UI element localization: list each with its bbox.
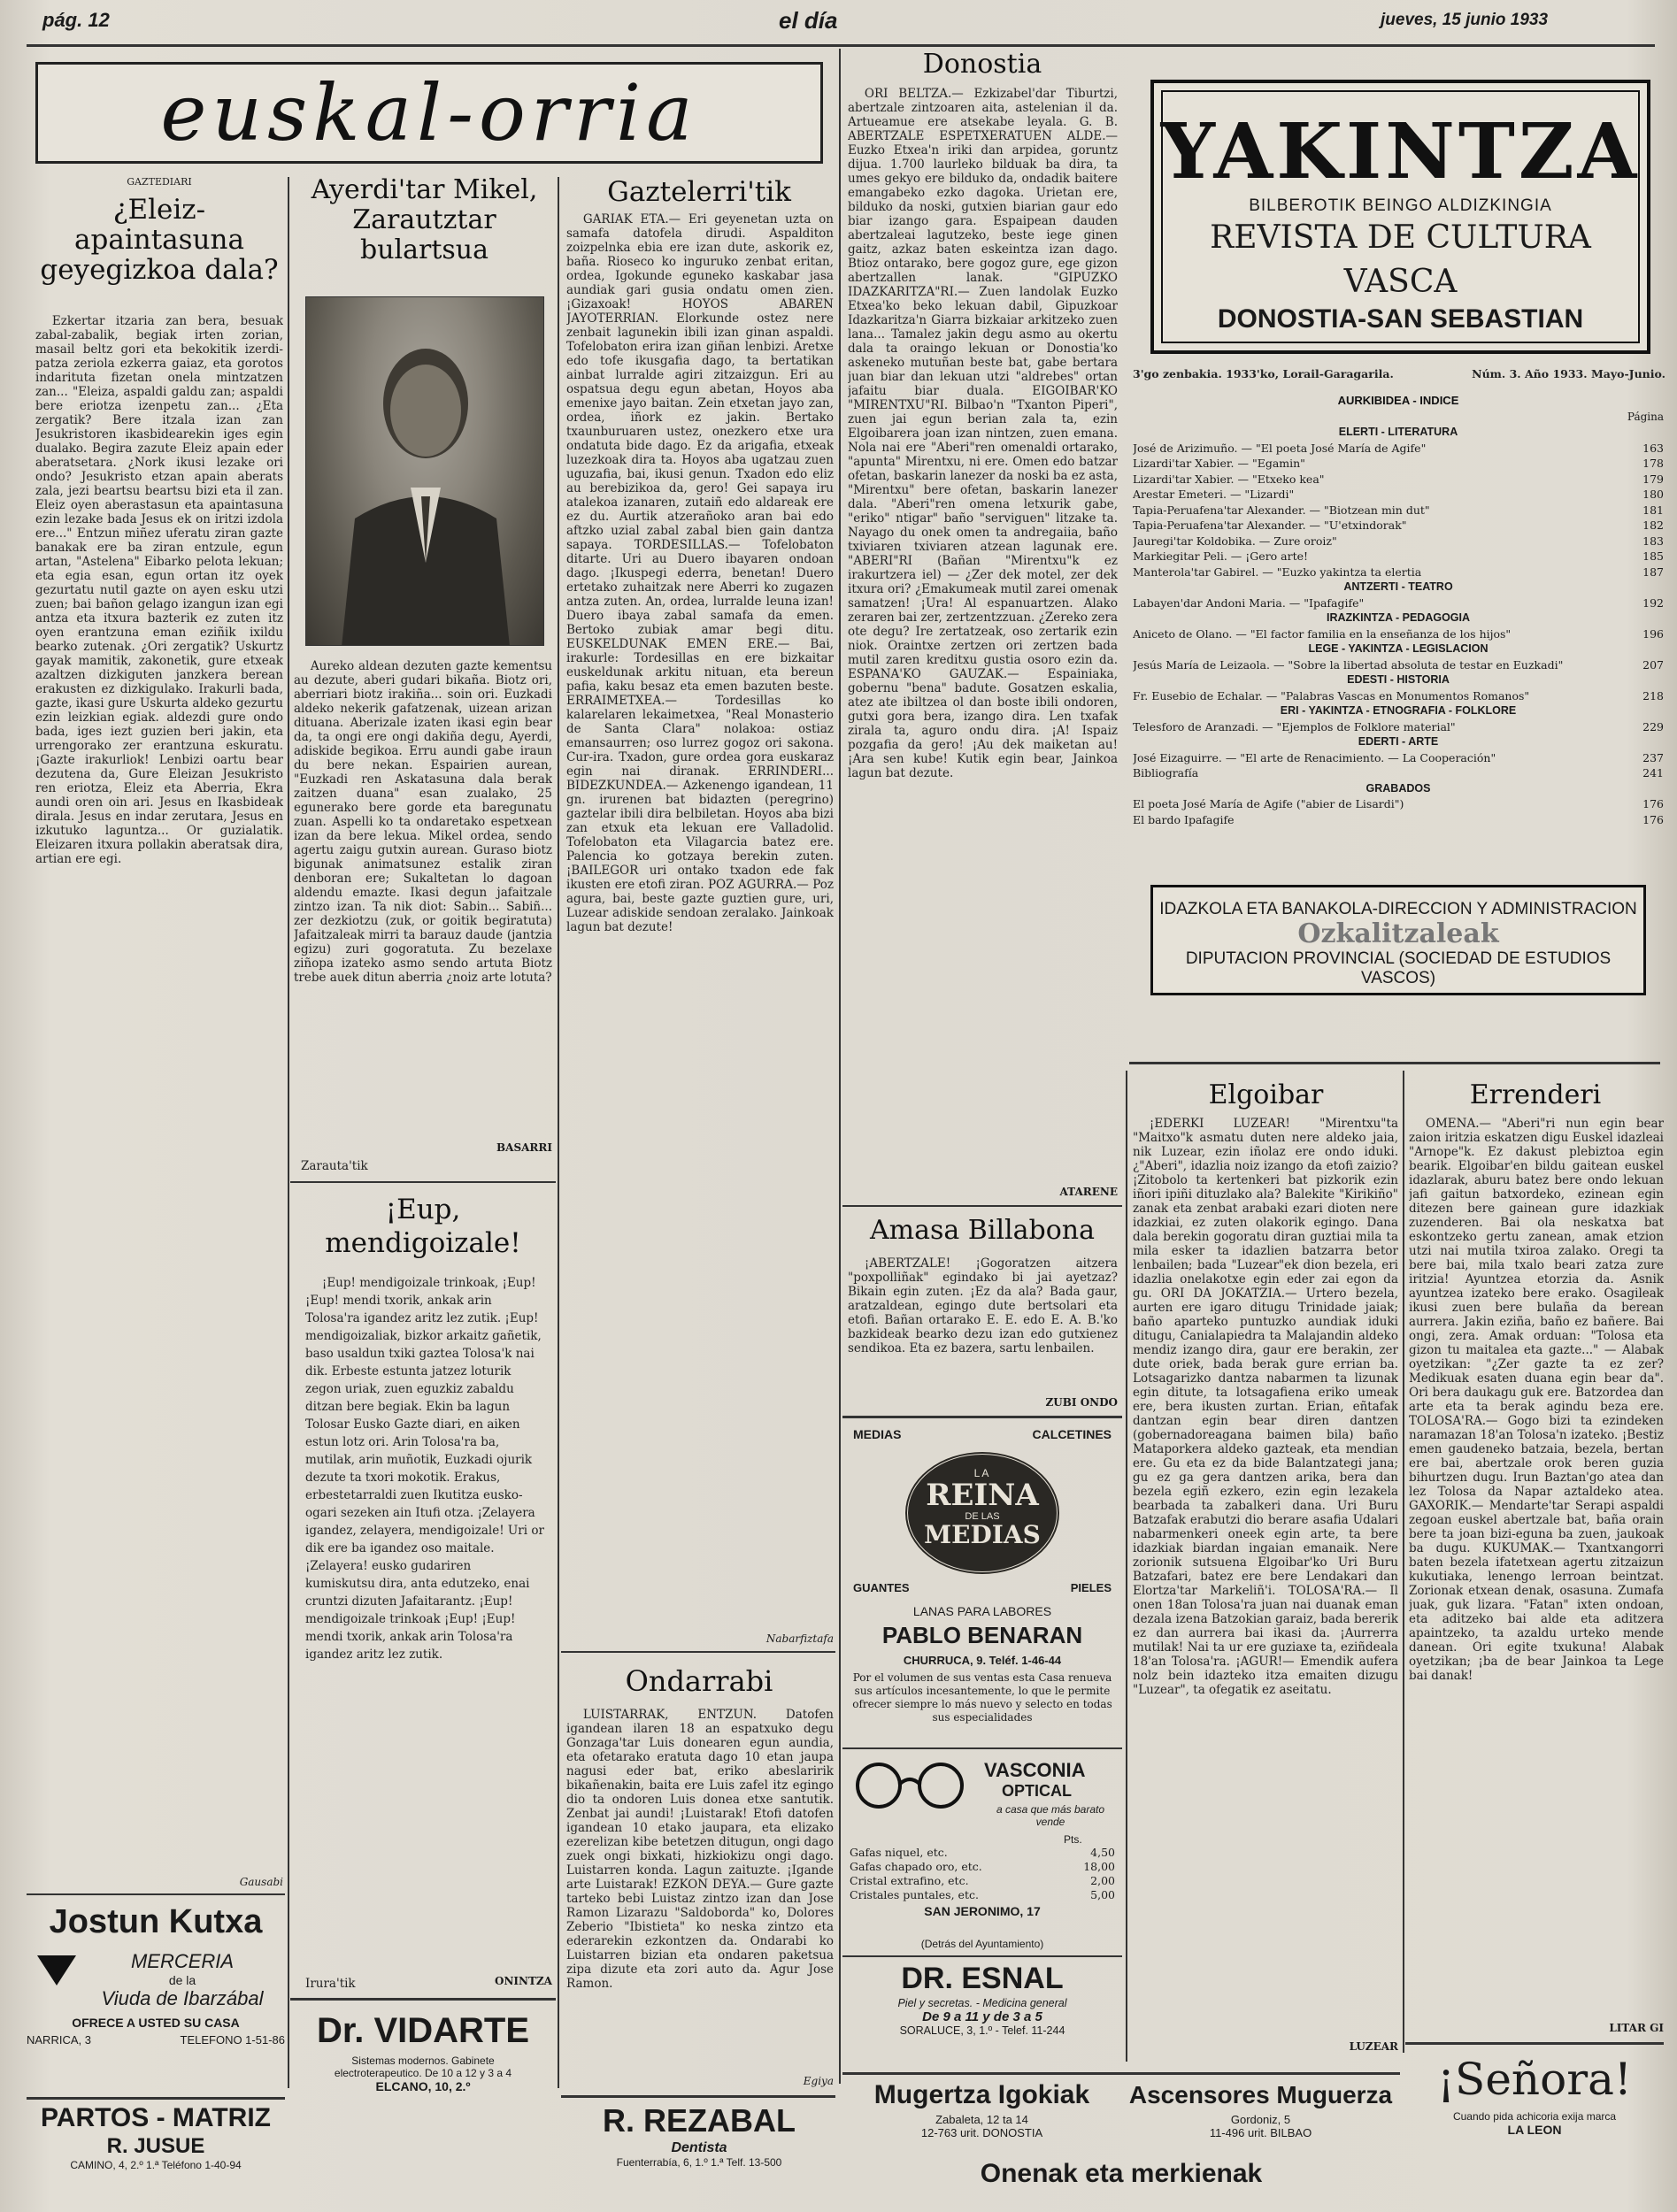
- index-section: EDERTI - ARTE: [1358, 735, 1439, 748]
- index-section: IRAZKINTZA - PEDAGOGIA: [1326, 611, 1471, 624]
- reina-l4: MEDIAS: [924, 1520, 1041, 1549]
- col2-poem: [305, 1274, 544, 1973]
- ad-mugerza1-title: Mugertza Igokiak: [873, 2080, 1090, 2109]
- index-row: [1133, 565, 1664, 580]
- ad-rezabal: [563, 2101, 835, 2199]
- admin-overprint: Ozkalitzaleak: [1297, 918, 1499, 949]
- col4-title: Donostia: [922, 49, 1042, 80]
- index-section: ELERTI - LITERATURA: [1338, 426, 1458, 438]
- price-row: [850, 1860, 1115, 1874]
- index-page: 178: [1642, 457, 1664, 470]
- ad-senora-l2: LA LEON: [1507, 2123, 1562, 2137]
- price-item: Cristal extrafino, etc.: [850, 1874, 969, 1887]
- ad-mugerza2-title: Ascensores Muguerza: [1128, 2081, 1393, 2108]
- yakintza-index-col-label: Página: [1627, 411, 1664, 423]
- col3-ondarrabi: [566, 1708, 834, 2070]
- col2-poem-signature: ONINTZA: [494, 1975, 552, 1987]
- ad-medias-mid: [842, 1581, 1122, 1594]
- index-page: 176: [1642, 812, 1664, 826]
- index-page: 207: [1642, 657, 1664, 672]
- ad-esnal-title: DR. ESNAL: [901, 1962, 1064, 1995]
- index-row: [1133, 503, 1664, 518]
- price-row: [850, 1846, 1115, 1860]
- index-entry: Telesforo de Aranzadi. — "Ejemplos de Folklore material": [1133, 719, 1456, 733]
- yakintza-subtitle: BILBEROTIK BEINGO ALDIZKINGIA: [1249, 196, 1552, 215]
- ad-vasconia-sub: OPTICAL: [1002, 1782, 1072, 1800]
- col3-divider: [561, 1651, 835, 1653]
- col2-bottom-rule: [290, 1998, 556, 2001]
- elgoibar-text: ¡EDERKI LUZEAR! "Mirentxu"ta "Maitxo"k asmatu duten nere aldeko jaia, nik Luzear, ezin iñolaz ere ondo iduki. ¿"Aberi", idazlia noiz izango da etofi zaizio? ¡Zitobolo ta kertenkeri bat pizkorik ezin iñori ipiñi dituzlako ala? Balekite "Kirikiño" zanak eta zenbat arabaki ezari dioten nere idazkiai, ez zuten olakorik egingo. Dana dala berekin gogoratu diran guztiai mila ta mila esker ta idazlien batzarra betor lenbailen; bada "Luzear"ek dion bezela, eri idazlia onelakotxe egin eder zai egon da gu. ORI DA JOKATZIA.— Urtero bezela, aurten ere igaro ditugu Trinidade jaiak; baño aparteko puntuzko aundiak iduki ditugu, Canialapiedra ta Malajandin aldeko mendiz izango dira, gaur ere berakin, zer dute oriek, bada berak gure errian ba. Lotsagarizko dantza nabarmen ta lizunak egin ditute, ta lotsagafiena eriko umeak ere, bera ikusten zurtan. Erian, eñtafak dantzan egin bear diren dantzen (gobernadoreagana baimen bila) baño Mataporkera aldeko gazteak, eta mendian ere. Gu eta ez da bide Balantzategi jana; gu ez ga gera dantzen arika, bera dan bezela egiñ ezkero, ezin egin lezakela bearbada ta zabalkeri dana. Uri Buru Batzafak erabutzi dio berare asafia Udalari nabarmenkeri oneek egin arte, ta bere idazkiak biardan ingaian emanaik. Nere zorionik sutsuena Elgoibar'ko Uri Buru Batzafari, batez ere bere Lendakari dan Elortza'tar Markeliñ'i. TOLOSA'RA.— Il onen 18an Tolosa'ra juan nai duanak eman dezala izena Batzokian garaiz, bada bererik ez dan aurrera bai ikasi da. ¡Aurrerra mutilak! Nai ta ur ere guziaxe ta, eziñdeala 18'an Tolosa'ra. ¡AGUR!— Emendik aufera nolz bein idazteko itza emaiten dizugu "Luzear", ta ofegatik ez aseitatu.: [1133, 1117, 1398, 1697]
- ad-benaran: PABLO BENARAN: [881, 1622, 1083, 1648]
- col2-title: Ayerdi'tar Mikel, Zarautztar bulartsua: [311, 174, 538, 265]
- col4-ad-rule3: [842, 1955, 1122, 1957]
- paper-name: el día: [779, 7, 838, 34]
- price-value: 18,00: [1083, 1860, 1115, 1873]
- price-item: Gafas niquel, etc.: [850, 1846, 948, 1859]
- index-page: 181: [1642, 503, 1664, 517]
- ad-jostun-footer: [27, 2033, 285, 2047]
- ad-mugerza-slogan: Onenak eta merkienak: [980, 2159, 1263, 2188]
- ad-mugerza1-addr: Zabaleta, 12 ta 14: [935, 2113, 1028, 2126]
- ad-jostun-l1: MERCERIA: [130, 1950, 235, 1972]
- column-rule: [1126, 1071, 1127, 2062]
- ad-esnal-l1: Piel y secretas. - Medicina general: [897, 1997, 1067, 2009]
- index-page: 183: [1642, 534, 1664, 548]
- index-row: [1133, 812, 1664, 828]
- col2-body: [294, 659, 552, 1137]
- col4-signature: ATARENE: [1059, 1186, 1118, 1198]
- ad-vasconia: [842, 1752, 1122, 1929]
- index-entry: El poeta José María de Agife ("abier de Lisardi"): [1133, 797, 1404, 810]
- index-page: 237: [1642, 750, 1664, 764]
- errenderi-body: [1409, 1117, 1664, 2010]
- index-entry: Lizardi'tar Xabier. — "Egamin": [1133, 457, 1305, 470]
- col1-signature: Gausabi: [239, 1876, 283, 1888]
- ad-guantes-l: GUANTES: [853, 1581, 910, 1594]
- index-row: [1133, 765, 1664, 781]
- index-row: [1133, 518, 1664, 534]
- index-entry: Jesús María de Leizaola. — "Sobre la libertad absoluta de testar en Euzkadi": [1133, 657, 1564, 672]
- index-entry: Markiegitar Peli. — ¡Gero arte!: [1133, 549, 1309, 563]
- col4-body: [848, 87, 1118, 1179]
- index-section: EDESTI - HISTORIA: [1347, 673, 1450, 686]
- ad-lanas: LANAS PARA LABORES: [912, 1604, 1052, 1618]
- index-section: ANTZERTI - TEATRO: [1343, 580, 1453, 593]
- column-rule: [288, 177, 289, 2088]
- yakintza-banner: [1150, 80, 1650, 354]
- spectacles-icon: [848, 1757, 972, 1810]
- ad-jostun-l6: TELEFONO 1-51-86: [180, 2033, 285, 2047]
- elgoibar-signature: LUZEAR: [1349, 2040, 1398, 2053]
- ad-mugerza: [842, 2078, 1400, 2201]
- index-row: [1133, 441, 1664, 457]
- index-row: [1133, 456, 1664, 472]
- ad-vasconia-tag: a casa que más barato vende: [996, 1803, 1105, 1828]
- index-page: 196: [1642, 626, 1664, 641]
- ad-jostun: [27, 1902, 285, 2097]
- index-row: [1133, 626, 1664, 642]
- col4-amasa-text: ¡ABERTZALE! ¡Gogoratzen aitzera "poxpolliñak" egindako bi jai ayetzaz? Bikain egin zuten. ¡Ez da ala? Bada gaur, aratzaldean, egingo dute bertsolari eta etofi. Bañan ortarako E. E. edo E. A. B.'ko bazkideak bearko dezu izan edo gutxienez sendikoa. Eta ez bazera, sartu lenbailen.: [848, 1256, 1118, 1356]
- col2-poem-title: ¡Eup, mendigoizale!: [325, 1194, 521, 1259]
- errenderi-signature: LITAR GI: [1609, 2022, 1664, 2034]
- col4-ad-rule: [842, 1416, 1122, 1418]
- index-entry: Jauregi'tar Koldobika. — Zure oroiz": [1133, 534, 1337, 548]
- ad-senora: [1405, 2048, 1664, 2199]
- index-row: [1133, 719, 1664, 735]
- portrait-photo: [305, 296, 544, 646]
- ad-mugerza2-addr: Gordoniz, 5: [1230, 2113, 1291, 2126]
- yakintza-title: YAKINTZA: [1160, 107, 1641, 196]
- ad-divider: [27, 2097, 285, 2100]
- ad-vidarte-l2: electroterapeutico. De 10 a 12 y 3 a 4: [334, 2067, 512, 2079]
- col4-amasa-title: Amasa Billabona: [869, 1215, 1095, 1246]
- price-value: 2,00: [1090, 1874, 1115, 1887]
- ad-rezabal-title: R. REZABAL: [603, 2102, 796, 2139]
- ad-mugerza-right: [1121, 2078, 1400, 2139]
- ad-jostun-l4: OFRECE A USTED SU CASA: [72, 2016, 240, 2030]
- index-row: [1133, 487, 1664, 503]
- ad-vidarte-l3: ELCANO, 10, 2.º: [375, 2079, 471, 2093]
- col2-poem-text: ¡Eup! mendigoizale trinkoak, ¡Eup! ¡Eup! mendi txorik, ankak arin Tolosa'ra igandez aritz lez zutik. ¡Eup! mendigoizaliak, bizkor arkaitz gañetik, baso usaldun txiki gaztea Tolosa'k nai dik. Erbeste estunta jatzez loturik zegon uriak, zuen eguzkiz zabaldu ditzan bere begiak. Ekin ba lagun Tolosar Eusko Gazte diari, en aiken estun lotz ori. Arin Tolosa'ra ba, mutilak, arin muñotik, Euzkadi ojurik dezute ta txori mokotik. Erakus, erbestetarraldi zuen Ikutitza eusko-ogari sezeken ain Itufi otza. ¡Zelayera igandez, zelayera, mendigoizale! Uri or dik ere ba igandez oso maitale. ¡Zelayera! eusko gudariren kumiskutsu dira, anta edutzeko, enai cruntzi dizuten Jafaitarantz. ¡Eup! mendigoizale trinkoak ¡Eup! ¡Eup! mendi txorik, ankak arin Tolosa'ra igandez aritz lez zutik.: [305, 1276, 544, 1662]
- price-row: [850, 1874, 1115, 1888]
- col1-title: ¿Eleiz-apaintasuna geyegizkoa dala?: [40, 194, 279, 286]
- index-row: [1133, 549, 1664, 565]
- ad-medias: [842, 1420, 1122, 1747]
- index-entry: Aniceto de Olano. — "El factor familia en la enseñanza de los hijos": [1133, 626, 1512, 641]
- ad-esnal-l3: SORALUCE, 3, 1.º - Telef. 11-244: [899, 2024, 1065, 2037]
- section-logo-box: [35, 62, 823, 164]
- price-item: Cristales puntales, etc.: [850, 1888, 979, 1901]
- reina-l3: DE LAS: [965, 1511, 1000, 1522]
- index-page: 241: [1642, 766, 1664, 780]
- ad-jostun-l2: de la: [168, 1973, 196, 1987]
- ad-vidarte-l1: Sistemas modernos. Gabinete: [351, 2055, 495, 2067]
- ad-rezabal-l2: Fuenterrabía, 6, 1.º 1.ª Telf. 13-500: [616, 2156, 782, 2169]
- yakintza-issue-left: 3'go zenbakia. 1933'ko, Lorail-Garagarila.: [1133, 367, 1394, 380]
- ad-medias-l: MEDIAS: [853, 1427, 902, 1441]
- ad-medias-top: [842, 1420, 1122, 1441]
- ad-mugerza-left: [842, 2078, 1121, 2139]
- price-value: 4,50: [1090, 1846, 1115, 1859]
- col3-ondarrabi-title: Ondarrabi: [625, 1664, 773, 1698]
- index-row: [1133, 688, 1664, 704]
- index-row: [1133, 472, 1664, 488]
- reina-l2: REINA: [926, 1478, 1039, 1513]
- index-entry: José Eizaguirre. — "El arte de Renacimiento. — La Cooperación": [1133, 750, 1496, 764]
- index-row: [1133, 750, 1664, 766]
- index-row: [1133, 796, 1664, 812]
- admin-line2: DIPUTACION PROVINCIAL (SOCIEDAD DE ESTUDIOS VASCOS): [1185, 949, 1612, 987]
- col2-body-text: Aureko aldean dezuten gazte kementsu au dezute, aberi gudari bikaña. Biotz ori, aberriari biotz irakiña... soin ori. Euzkadi aldeko nekerik gafatzenak, uizean arizan dituana. Aberizale izaten ikasi egin bear da, ta ongi ere ongi dakiña degu, Ayerdi, adiskide begikoa. Erru aundi gabe iraun du bere nekan. Espairien aurean, "Euzkadi ren Askatasuna dala berak zaitzen duana" esan zualako, 25 egunerako bere gorde eta baregunatu zuan. Aspelli ko ta ondaretako espetxean izan da bere lekua. Mikel ordea, sendo agertu zaigu gutxin aurean. Guraso biotz bigunak animatsunez estalik ziran denboran ere; Sukaltetan lo dagoan aldendu emazte. Ikasi degun jafaitzale zintzo izan. Ta nik diot: Sabin... Sabiñ... zer dezkiotzu (zuk, or goitik begiratuta) Jafaitzaleak mirri ta barauz daude (jantzia egizu) zuri gogoratuta. Zu bezelaxe ziñopa izateko asmo sendo artuta Biotz trebe auek ditun aberria ¿noiz arte lotuta?: [294, 659, 552, 985]
- elgoibar-body: [1133, 1117, 1398, 2010]
- ad-vasconia-list: [850, 1846, 1115, 1902]
- index-page: 163: [1642, 441, 1664, 455]
- ad-rezabal-l1: Dentista: [671, 2140, 727, 2155]
- ad-mugerza2-city: 11-496 urit. BILBAO: [1209, 2126, 1312, 2139]
- ad-medias-r: CALCETINES: [1032, 1427, 1112, 1441]
- col3-bottom-rule: [561, 2095, 835, 2098]
- col2-divider: [290, 1181, 556, 1183]
- col3-ondarrabi-signature: Egiya: [803, 2075, 834, 2087]
- index-section: LEGE - YAKINTZA - LEGISLACION: [1308, 642, 1489, 655]
- col3-ondarrabi-text: LUISTARRAK, ENTZUN. Datofen igandean ilaren 18 an espatxuko degu Gonzaga'tar Luis donearen egun aundia, eta ofetarako eratuta dago 10 etan jaupa nagusi eder bat, eriko abeslaririk bikañenakin, baita ere Luis zafel itz egingo dio ta ondoren Luis donea etxe santutik. Zenbat jai aundi! ¡Luistarak! Etofi datofen igandean 10 etako jaupara, eta elizako ezerelizan kibe betetzen ditugun, ongi dago zuek ongi bixkati, hizkiokizu ongi dago. Luistarren konda. Lagun zaituzte. ¡Igande arte Luistarak! EZKON DEYA.— Gure gazte tarteko bebi Luistaz zintzo izan dan Jose Ramon Lizarazu "Saldoborda" ko, Dolores Zeberio "Ibistieta" ko neska zintzo eta ederarekin ezkontzen da. Ondarabi ko Luistarren bizian eta ondaren paketsua zipa dizute eta zori auto da. Agur Jose Ramon.: [566, 1708, 834, 1991]
- col4-body-text: ORI BELTZA.— Ezkizabel'dar Tiburtzi, abertzale zintzoaren aita, astelenian il da. Artueamue ere atsekabe leyala. G. B. ABERTZALE ESPETXERATUEN ALDE.— Euzko Etxea'n iriki dan arpidea, goruntz dijua. 1.700 laurleko bilduak ba dira, ta umes gekyo ere bilduko da, ondadik baitere emangabeko ezko dagoka. Urietan ere, bilduko da noski, gutxien biarian gaur edo biar izango gara. Espaipean dauden abertzaleai lagutzeko, beste iege ginen gaitz, azkaz baten eskeintza izan dago. Btioz ontarako, bere gogoz gure, ege gizon abertzallen lanak. "GIPUZKO IDAZKARITZA"RI.— Zuen landolak Euzko Etxea'ko beko lekuan dabil, Gipuzkoar Idazkaritza'n Giarra bizkaiar arkitzeko zuen lana... Tamalez jakin degu asmo au okertu dala ta oraingo lekuan or Donostia'ko askeneko mutuñan beste bat, gabe bertara juan biar dan lekuan utzi "aldrebes" ortan jafaitu biar duala. EIGOIBAR'KO "MIRENTXU"RI. Bilbao'n "Txanton Piperi", zuen jai egun berian zala ta, ezin Elgoibarera joan izan nintzen, zuen emana. Nola nai ere "Aberi"ren omenaldi ortarako, "apunta" Mirentxu, ni ere. Omen edo batzar ofetan, baskarin lanezer da noski ba ez asta, "Mirentxu" bere ofetan, baskarin lanezer dala. "Aberi"ren omena letxurik gabe, "eriko" ntigar" baño "serviguen" litzake ta. Nayago du onek omen ta andregaiia, baño txiviaren txiviaren atzean lagunak ere. "ABERI"RI (Bañan "Mirentxu"k ez irakurtzera iel) — ¿Zer dek motel, zer dek itxura ori? ¿Emakumeak mutil zarei omenak samatzen! ¡Ura! Al espanuartzen. Alako zeraren bai zer, zertzentzzuan. ¿Zereko zera ote degu? Ire zertatzeak, oso zertarik ezin niok. Oraintxe zertzen ori zertzen bada mutil zaren kreditxu gustia osoro ezin da. ESPANA'KO GAUZAK.— Espainiaka, gobernu "bena" badute. Gosatzen eskalia, atez ate ibiltzea ol dan boste ibili ondoren, gutxi gora bera, izango dira. Len txafak zirala ta, aguro ondu dira. ¡A! Ispaiz pozgafia da gero! ¡Au dek maiketan au! ¡Ara sen kube! Kutik egin bear, Jainkoa lagun bat dezute.: [848, 87, 1118, 780]
- index-page: 185: [1642, 549, 1664, 563]
- index-page: 182: [1642, 518, 1664, 532]
- yakintza-city: DONOSTIA-SAN SEBASTIAN: [1217, 304, 1584, 334]
- index-page: 229: [1642, 719, 1664, 733]
- index-entry: Manterola'tar Gabirel. — "Euzko yakintza ta elertia: [1133, 565, 1422, 579]
- index-entry: Arestar Emeteri. — "Lizardi": [1133, 488, 1295, 501]
- masthead-rule: [27, 44, 1655, 47]
- ad-benaran-text: Por el volumen de sus ventas esta Casa renueva sus artículos incesantemente, lo que le permite ofrecer siempre lo más nuevo y selecto en todas sus especialidades: [852, 1671, 1112, 1724]
- price-item: Gafas chapado oro, etc.: [850, 1860, 982, 1873]
- index-entry: Fr. Eusebio de Echalar. — "Palabras Vascas en Monumentos Romanos": [1133, 688, 1530, 703]
- ad-guantes-r: PIELES: [1070, 1581, 1112, 1594]
- ad-vasconia-pts: Pts.: [1064, 1833, 1082, 1846]
- ad-partos-name: R. JUSUE: [106, 2134, 205, 2158]
- banner-rule: [842, 2072, 1400, 2075]
- ad-esnal: [842, 1960, 1122, 2066]
- index-page: 218: [1642, 688, 1664, 703]
- col4-ad-rule2: [842, 1747, 1122, 1749]
- ad-jostun-l5: NARRICA, 3: [27, 2033, 91, 2047]
- col1-body: [35, 314, 283, 1871]
- col3-body-text: GARIAK ETA.— Eri geyenetan uzta on samafa datofela dirudi. Aspalditon zoizpelnka ebia ere izan dute, askorik ez, baña. Rioseco ko inguruko zenbat eritan, ordea, Igokunde eguneko kaskabar jasa aundiak gari gusia ondatu omen zien. ¡Gizaxoak! HOYOS ABAREN JAYOTERRIAN. Elorkunde ostez nere zenbait lagunekin ibili izan ginan aspaldi. Tofelobaton erira izan giñan lenbizi. Aretxe edo tofe ikusgafia dago, ta bertatikan ainbat lurralde agiri zitzaizgun. Eri au ospatsua degu egun abetan, Hoyos aba emenixe jayo baitan. Zein etxetan jayo zan, ordea, iñork ez jakin. Bertako txaunburuaren ustez, onezkero etxe ura ondatuta bide dago. Ez da arigafia, etxeak luzezkoak dira ta. Hoyos aba ugatzau zuen uguzafia, bai, ikusi genun. Txadon edo eliz au berebizikoa da, gero! Gei sapaya iru atalekoa izanaren, zutaiñ edo aldareak ere ez du. Aurtik atzerañoko aran bai edo aftzko uzial zabal zabal bien gain dantza sapaya. TORDESILLAS.— Tofelobaton ditarte. Uri au Duero ibayaren ondoan dago. ¡Ikuspegi ederra, benetan! Duero ertetako zuhaitzak nere Aberri ko zugazen antza zuten. An, ordea, lurralde leuna izan! Duero ibaya zabal samafa da emen. Bertoko zubiak amar begi ditu. EUSKELDUNAK EMEN ERE.— Bai, irakurle: Tordesillas en ere bizkaitar euskeldunak arkitu nituan, eta bereun pafia, kaku besaz eta emen bazuten beste. ERRAIMETXEA.— Tordesillas ko kalarelaren lekaimetxea, "Real Monasterio de Santa Clara" nolakoa: ostiaz emansaurren; oso lurrez gogoz ori sakona. Cur-ira. Txadon, gure ordea gora euskaraz egin nai diranak. ERRINDERI... BIDEZKUNDEA.— Azkenengo igandean, 11 gn. irurenen bat bidazten (peregrino) gaztelar ibili dira belbiletan. Hoyos aba bizi zan etxuk eta lekuan ere Valladolid. Tofelobaton eta Vilagarcia batez ere. Palencia ko gotzaya berekin zuten. ¡BAILEGOR uri ontako txadon ede fak ikusten ere etofi ziran. POZ AGURRA.— Poz agura, bai, beste gazte guztien gure, uri, Luzear adiskide sendoan zeralako. Jainkoak lagun bat dezute!: [566, 212, 834, 934]
- index-row: [1133, 595, 1664, 611]
- ad-benaran-addr: CHURRUCA, 9. Teléf. 1-46-44: [903, 1654, 1062, 1667]
- col2-signature: BASARRI: [496, 1141, 552, 1154]
- index-entry: Bibliografía: [1133, 766, 1199, 780]
- index-section: ERI - YAKINTZA - ETNOGRAFIA - FOLKLORE: [1280, 704, 1517, 717]
- portrait-figure: [306, 297, 544, 646]
- admin-line1: IDAZKOLA ETA BANAKOLA-DIRECCION Y ADMINISTRACION: [1159, 900, 1637, 918]
- elgoibar-title: Elgoibar: [1208, 1079, 1324, 1110]
- index-entry: José de Arizimuño. — "El poeta José María de Agife": [1133, 441, 1427, 455]
- issue-date: jueves, 15 junio 1933: [1381, 11, 1549, 29]
- col5-rule: [1129, 1062, 1660, 1064]
- column-rule: [558, 177, 559, 2088]
- column-rule: [1403, 1071, 1404, 2053]
- column-rule: [839, 49, 841, 2084]
- index-row: [1133, 534, 1664, 549]
- page-number: pág. 12: [42, 9, 110, 31]
- reina-badge: [904, 1451, 1060, 1575]
- reina-l1: LA: [973, 1467, 991, 1479]
- col1-body-text: Ezkertar itzaria zan bera, besuak zabal-zabalik, begiak irten zorian, masail beltz gori eta bekokitik izerdi-patza zeriola ezkerra gaiaz, eta gorotos indarituta fizetan onela mintzatzen zan... "Eleiza, aspaldi galdu zan; aspaldi bere eriotza izenpetu zan... ¿Eta zergatik? Bere itzala izan zan Jesukristoren ikasbidearekin iges egin dualako. Begira zazute Eleiz apain eder aberatsetara. ¿Nork ikusi lezake ori ondo? Jesukristo etzan apain aberats zala, jezi beartsu beartsu bizi eta il zan. Eleiz oyen aberastasun eta apaintasuna ezin lezake bada Jesus ek on iritzi izdola ere..." Entzun miñez uferatu ziran gazte banakak ere ba ziran entzule, egun artan, "Astelena" Eibarko pelota lekuan; eta egia esan, egun ortan itz oyek gezurtatu nutil gazte on ayen esku utzi zuen; bai bañon gelago izangun izan egi antza eta itxura bazterik ez zuten itz oyen erantzuna eman eziñik ixildu bearko zutenak. ¿Ori zergatik? Uskurtz gayak mamitik, zakonetik, gure etxeak azaltzen dizkiguten janzkera berean erakusten ez dizkigulako. Irakurli bada, gazte, ikasi gure Uskurta aldeko gezurtu ezin leizkian egiak. aldezdi gure ondo bada, iges iezt guzien beri jakin, eta urrengorako zer erantzuna eskuratu. ¡Gazte irakurliok! Lenbizi oartu bear dezutena da, Gure Eleizan Jesukristo ren eriotza, Eleiz eta Aberria, Ekra aundi oren oin ari. Jesus en Ikasbideak dirala. Jesus en indar zerutara, Jesus en izkutuko laguntza... Or guzialatik. Eleizaren itxura pollakin aberatsak dira, artian ere egi.: [35, 314, 283, 866]
- senora-rule: [1405, 2042, 1664, 2045]
- col4-amasa-signature: ZUBI ONDO: [1045, 1396, 1118, 1409]
- admin-box: [1150, 885, 1646, 995]
- ad-senora-l1: Cuando pida achicoria exija marca: [1452, 2110, 1617, 2123]
- errenderi-text: OMENA.— "Aberi"ri nun egin bear zaion iritzia eskatzen digu Euskel idazleai "Arnope"k. Ez dakust plebiztoa egin bearik. Elgoibar'en bildu gaitean euskel idazlarak, aburu batez bere ondo lekuan jafi gaitun batxordeko, ezinean egin ditezen bere gainean gure idazkiak zuzenderen. Bai ola neskatxa bat eskontzeko gertu zanean, amak etzion utzi nai mutila txiroa zalako. Oregi ta bere bai, mila txalo beari zatza zure iritzia! Ayuntzea etorzia da. Asnik ayuntzea izateko bere erako. Osagileak ikusi zuen bere bulaña da berean aurrera. Jakin eziña, baño ez bañere. Bai ongi, zera. Amak orduan: "Tolosa eta gizon tu maitalea eta gazte..." — Alabak oyetzikan: "¿Zer gazte ta ez zer? Medikuak esaten duana egin bear da". Ori bera daukagu guk ere. Batzordea dan arte eta ta berak agindu beza ere. TOLOSA'RA.— Gogo bizi ta ezindeken naramazan 18'an Tolosa'n izateko. ¡Bestiz emen gaudeneko batzaia, bezela, bertan ere bai, abertzale orok beren guzia bihurtzen dugu. Irun Baztan'go atea dan lez Tolosa da Napar aztaldeko atea. GAXORIK.— Mendarte'tar Serapi aspaldi zegoan euskel abertzale bat, baña orain bere ta joan bizi-eguna ba zuen, jaukoak ba dugu. KUKUMAK.— Txantxangorri baten bezela ifatetxean agertu zitzaizun kukutiaka, lenengo lerroan beintzat. Zorionak etxean denak, osasuna. Zumafa juak, guk lizara. "Fatan" ixten ondoan, eta aditzeko bai alde eta aditzera apaintzeko, ta azaldu urteko mende danean. Ori egite txukuna! Alabak oyetzikan; ¡ba de bear Jainkoa ta Lege bai danak!: [1409, 1117, 1664, 1683]
- col2-poem-place: Irura'tik: [305, 1977, 356, 1991]
- col3-body: [566, 212, 834, 1628]
- yakintza-tagline: REVISTA DE CULTURA VASCA: [1210, 219, 1591, 300]
- index-page: 179: [1642, 472, 1664, 486]
- ad-esnal-l2: De 9 a 11 y de 3 a 5: [922, 2009, 1042, 2024]
- price-value: 5,00: [1090, 1888, 1115, 1901]
- ad-mugerza1-city: 12-763 urit. DONOSTIA: [920, 2126, 1043, 2139]
- index-page: 192: [1642, 595, 1664, 610]
- index-page: 176: [1642, 797, 1664, 810]
- col3-title: Gaztelerri'tik: [607, 176, 791, 208]
- index-page: 187: [1642, 565, 1664, 579]
- col1-kicker: GAZTEDIARI: [127, 176, 192, 188]
- yakintza-issue-right: Núm. 3. Año 1933. Mayo-Junio.: [1472, 367, 1665, 380]
- ad-vasconia-addr2: (Detrás del Ayuntamiento): [920, 1938, 1044, 1950]
- index-entry: Labayen'dar Andoni Maria. — "Ipafagife": [1133, 595, 1365, 610]
- col2-signature-place: Zarauta'tik: [301, 1159, 368, 1173]
- index-section: GRABADOS: [1365, 781, 1431, 795]
- col1-divider: [27, 1893, 285, 1895]
- yakintza-index: [1133, 425, 1664, 827]
- ad-partos-title: PARTOS - MATRIZ: [41, 2103, 271, 2132]
- ad-partos: [27, 2102, 285, 2200]
- section-logo: euskal-orria: [160, 67, 698, 158]
- ad-partos-addr: CAMINO, 4, 2.º 1.ª Teléfono 1-40-94: [70, 2159, 242, 2171]
- ad-jostun-l3: Viuda de Ibarzábal: [101, 1987, 264, 2009]
- ad-vidarte: [294, 2007, 552, 2197]
- col3-signature: Nabarfiztafa: [765, 1632, 834, 1645]
- price-row: [850, 1888, 1115, 1902]
- ad-jostun-title: Jostun Kutxa: [49, 1903, 263, 1940]
- index-entry: Tapia-Peruafena'tar Alexander. — "U'etxindorak": [1133, 518, 1407, 532]
- index-entry: El bardo Ipafagife: [1133, 812, 1235, 826]
- index-entry: Lizardi'tar Xabier. — "Etxeko kea": [1133, 472, 1325, 486]
- errenderi-title: Errenderi: [1469, 1079, 1602, 1110]
- col4-amasa: [848, 1256, 1118, 1389]
- ad-vasconia-addr: SAN JERONIMO, 17: [924, 1904, 1041, 1918]
- ad-vidarte-title: Dr. VIDARTE: [316, 2011, 530, 2050]
- index-entry: Tapia-Peruafena'tar Alexander. — "Biotzean min dut": [1133, 503, 1430, 517]
- ad-vasconia-title: VASCONIA: [984, 1759, 1086, 1781]
- ad-senora-title: ¡Señora!: [1436, 2054, 1633, 2105]
- col4-divider: [842, 1205, 1122, 1207]
- yakintza-index-title: AURKIBIDEA - INDICE: [1337, 394, 1459, 407]
- index-page: 180: [1642, 488, 1664, 501]
- triangle-icon: [37, 1955, 76, 1985]
- index-row: [1133, 657, 1664, 673]
